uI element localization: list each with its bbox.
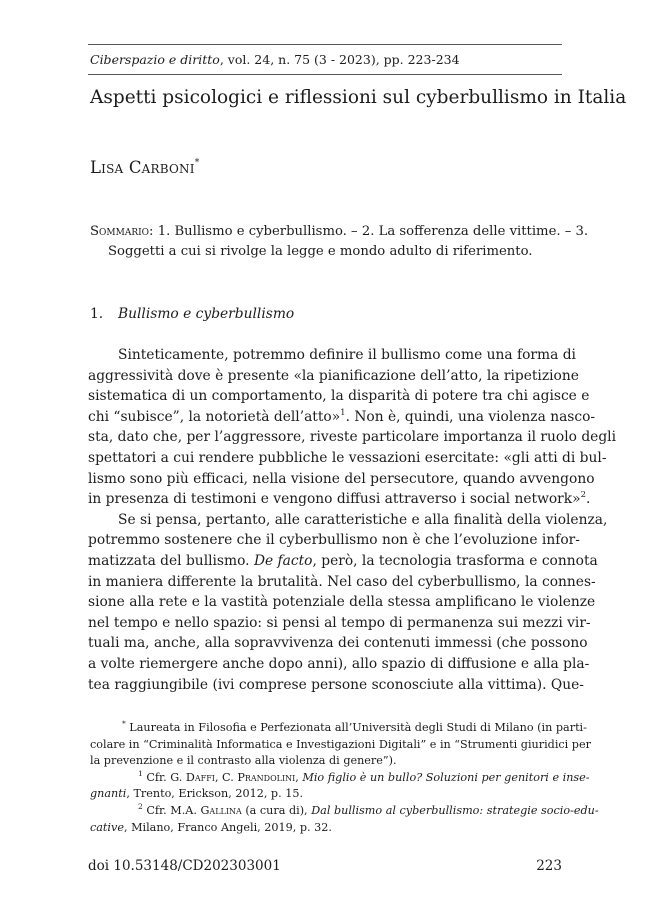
footnote-text: , — [295, 770, 303, 784]
footnote-author: Prandolini — [237, 770, 296, 784]
footnote-title: cative — [90, 820, 124, 834]
footnote-ref-2[interactable]: 2 — [580, 490, 587, 501]
footnote-1-line-1 — [90, 768, 590, 787]
body-line: potremmo sostenere che il cyberbullismo non è che l’evoluzione infor- — [88, 532, 580, 549]
doi-link[interactable]: doi 10.53148/CD202303001 — [88, 858, 281, 874]
body-line: nel tempo e nello spazio: si pensi al tempo di permanenza sui mezzi vir- — [88, 614, 591, 631]
footnote-1-marker: 1 — [138, 768, 143, 778]
body-line: sione alla rete e la vastità potenziale della stessa amplificano le violenze — [88, 594, 596, 611]
footnote-star-marker: * — [122, 719, 126, 728]
summary — [90, 222, 589, 262]
body-line: Sinteticamente, potremmo definire il bullismo come una forma di — [118, 347, 576, 363]
footnote-author: Gallina — [200, 803, 242, 817]
body-line — [88, 551, 598, 572]
summary-line-1 — [90, 222, 589, 242]
section-title: Bullismo e cyberbullismo — [118, 306, 295, 322]
body-text-segment: chi “subisce”, la notorietà dell’atto» — [88, 408, 341, 425]
author-line — [90, 158, 199, 177]
body-line — [88, 407, 596, 428]
journal-citation — [90, 52, 560, 68]
footnote-text: (a cura di), — [241, 803, 312, 817]
footnote-1-line-2 — [90, 786, 562, 803]
footnote-title: Mio figlio è un bullo? Soluzioni per genitori e inse- — [302, 770, 590, 784]
author-name: Lisa Carboni — [90, 158, 195, 177]
body-line: tuali ma, anche, alla sopravvivenza dei contenuti immessi (che possono — [88, 635, 588, 652]
body-line: lismo sono più efficaci, nella visione del persecutore, quando avvengono — [88, 470, 595, 487]
footnote-star-line-2: colare in “Criminalità Informatica e Investigazioni Digitali” e in “Strumenti giuridici per — [90, 737, 591, 751]
author-footnote-marker[interactable]: * — [194, 158, 200, 168]
page-number: 223 — [536, 858, 562, 874]
body-text-segment: . Non è, quindi, una violenza nasco- — [345, 408, 596, 425]
journal-name: Ciberspazio e diritto — [90, 52, 220, 67]
summary-label: Sommario: — [90, 224, 154, 239]
footnote-text: Cfr. M.A. — [142, 803, 201, 817]
body-text-segment: . — [586, 491, 591, 508]
footnote-text: , C. — [214, 770, 238, 784]
body-line: in maniera differente la brutalità. Nel caso del cyberbullismo, la connes- — [88, 573, 596, 590]
footnote-text: , Milano, Franco Angeli, 2019, p. 32. — [123, 820, 332, 834]
header-rule — [88, 74, 562, 75]
footnote-text: , Trento, Erickson, 2012, p. 15. — [126, 787, 304, 801]
footnote-text: Laureata in Filosofia e Perfezionata all’Università degli Studi di Milano (in parti- — [125, 721, 587, 734]
paper-title: Aspetti psicologici e riflessioni sul cyberbullismo in Italia — [90, 87, 627, 108]
body-text-segment: matizzata del bullismo. — [88, 552, 254, 569]
body-line — [88, 489, 591, 510]
top-rule — [88, 44, 562, 45]
footnote-title: gnanti — [90, 787, 127, 801]
footnote-2-marker: 2 — [138, 801, 143, 811]
body-line: sta, dato che, per l’aggressore, riveste particolare importanza il ruolo degli — [88, 429, 616, 446]
footnote-2-line-2 — [90, 820, 562, 837]
footnote-star-line-1 — [90, 719, 587, 737]
body-line: spettatori a cui rendere pubbliche le vessazioni esercitate: «gli atti di bul- — [88, 449, 607, 466]
journal-volume-info: , vol. 24, n. 75 (3 - 2023), pp. 223-234 — [219, 52, 460, 67]
summary-line-2: Soggetti a cui si rivolge la legge e mondo adulto di riferimento. — [108, 244, 533, 259]
body-text — [88, 345, 616, 695]
body-line: Se si pensa, pertanto, alle caratteristiche e alla finalità della violenza, — [118, 511, 608, 528]
body-text-segment: in presenza di testimoni e vengono diffusi attraverso i social network» — [88, 491, 581, 508]
body-line: a volte riemergere anche dopo anni), allo spazio di diffusione e alla pla- — [88, 655, 590, 672]
body-line: sistematica di un comportamento, la disparità di potere tra chi agisce e — [88, 388, 590, 405]
footnote-author: Daffi — [185, 770, 215, 784]
body-line: aggressività dove è presente «la pianificazione dell’atto, la ripetizione — [88, 367, 579, 384]
italic-phrase: De facto — [253, 552, 313, 569]
footnote-text: Cfr. G. — [142, 770, 186, 784]
body-text-segment: , però, la tecnologia trasforma e connota — [312, 552, 598, 569]
footnote-2-line-1 — [90, 801, 599, 820]
section-heading — [90, 306, 294, 322]
section-number: 1. — [90, 306, 104, 322]
body-line: tea raggiungibile (ivi comprese persone sconosciute alla vittima). Que- — [88, 676, 584, 693]
footnote-ref-1[interactable]: 1 — [340, 407, 346, 418]
footnote-title: Dal bullismo al cyberbullismo: strategie socio-edu- — [311, 803, 599, 817]
footnotes — [90, 719, 599, 836]
footnote-star-line-3: la prevenzione e il contrasto alla violenza di genere”). — [90, 754, 397, 768]
summary-text-1: 1. Bullismo e cyberbullismo. – 2. La sofferenza delle vittime. – 3. — [153, 224, 589, 239]
